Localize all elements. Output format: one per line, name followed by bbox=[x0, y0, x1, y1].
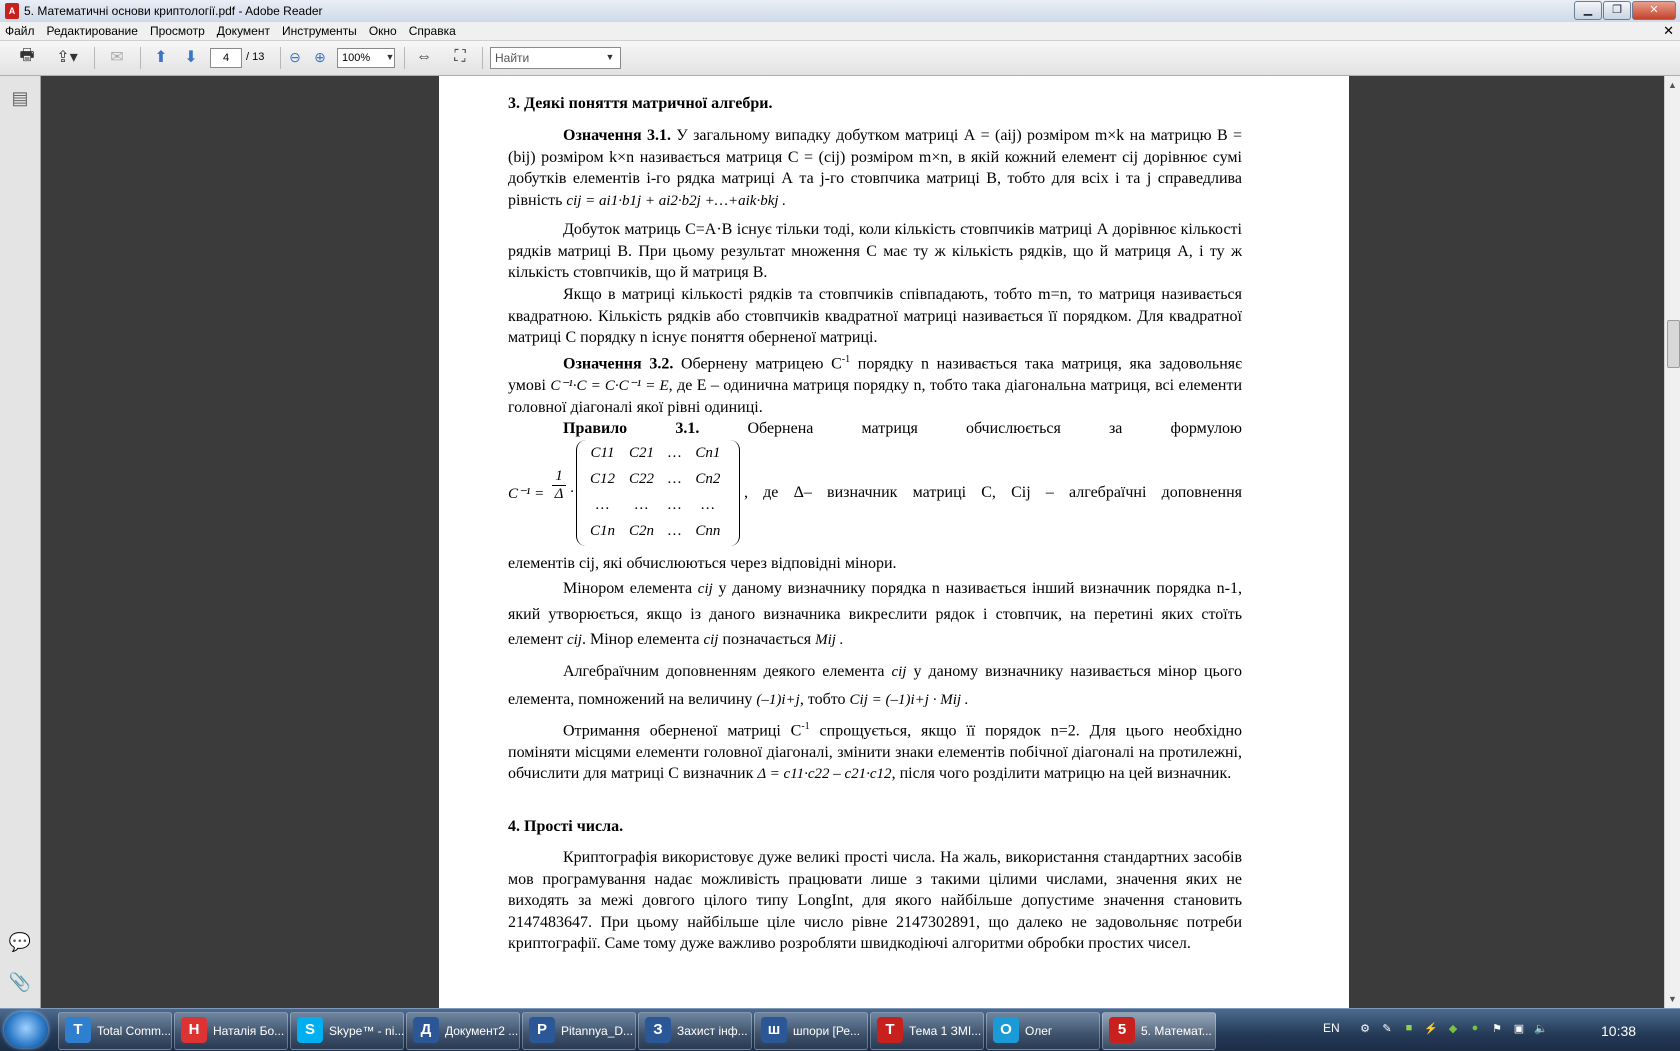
next-page-icon[interactable]: ⬇ bbox=[184, 49, 198, 66]
matrix-cell: Cn2 bbox=[695, 470, 721, 487]
fit-width-icon[interactable]: ⇔ bbox=[416, 48, 432, 65]
section-heading: 3. Деякі поняття матричної алгебри. bbox=[508, 95, 773, 112]
section-heading: 4. Прості числа. bbox=[508, 818, 624, 835]
taskbar-item[interactable] bbox=[1102, 1012, 1216, 1050]
page-number-input[interactable]: 4 bbox=[210, 48, 242, 68]
tray-icon[interactable]: ⚙ bbox=[1360, 1023, 1370, 1035]
pages-panel-icon[interactable]: ▤ bbox=[11, 88, 29, 108]
matrix-cell: … bbox=[668, 522, 682, 539]
taskbar-item-label: 5. Математ... bbox=[1141, 1024, 1212, 1038]
matrix-table bbox=[583, 440, 727, 544]
previous-page-icon[interactable]: ⬆ bbox=[154, 49, 168, 66]
matrix-cell: … bbox=[668, 470, 682, 487]
taskbar-item[interactable] bbox=[638, 1012, 752, 1050]
close-document-icon[interactable]: ✕ bbox=[1663, 23, 1674, 38]
menu-bar bbox=[0, 22, 1680, 41]
toolbar-separator bbox=[482, 47, 483, 69]
definition-text: порядку n називається така матриця, яка задовольняє умові bbox=[508, 355, 1242, 395]
tray-icon[interactable]: ■ bbox=[1405, 1022, 1413, 1034]
menu-file[interactable]: Файл bbox=[5, 24, 35, 38]
taskbar-item-label: шпори [Ре... bbox=[793, 1024, 860, 1038]
chat-icon: О bbox=[993, 1017, 1019, 1043]
zoom-out-icon[interactable]: ⊖ bbox=[289, 48, 301, 65]
formula: cij bbox=[566, 632, 582, 648]
print-icon[interactable]: 🖶 bbox=[19, 46, 35, 64]
paragraph bbox=[508, 284, 1242, 349]
minor-paragraph bbox=[508, 576, 1242, 653]
formula: (–1)i+j bbox=[756, 692, 800, 708]
paragraph-text: Алгебраїчним доповненням деякого елемента bbox=[563, 663, 885, 680]
menu-tools[interactable]: Инструменты bbox=[281, 24, 357, 38]
word-icon: ш bbox=[761, 1017, 787, 1043]
taskbar-item[interactable] bbox=[58, 1012, 172, 1050]
word-icon: P bbox=[529, 1017, 555, 1043]
paragraph bbox=[508, 219, 1242, 284]
matrix bbox=[576, 440, 740, 546]
pdf-icon: Т bbox=[877, 1017, 903, 1043]
pdf-icon: 5 bbox=[1109, 1017, 1135, 1043]
total-commander-icon: T bbox=[65, 1017, 91, 1043]
matrix-cell: … bbox=[668, 496, 682, 513]
definition-3-1 bbox=[508, 125, 1242, 212]
title-bar bbox=[0, 0, 1680, 23]
toolbar-separator bbox=[94, 47, 95, 69]
matrix-cell: … bbox=[701, 496, 715, 513]
taskbar-item[interactable] bbox=[870, 1012, 984, 1050]
chevron-down-icon[interactable]: ▼ bbox=[385, 52, 395, 62]
definition-text: Обернену матрицею С bbox=[680, 355, 842, 373]
matrix-row bbox=[583, 492, 727, 518]
taskbar-item[interactable] bbox=[174, 1012, 288, 1050]
paragraph-text: у даному визначнику називається мінор цього елемента, помножений на величину bbox=[508, 663, 1243, 708]
clock[interactable]: 10:38 bbox=[1601, 1023, 1637, 1039]
superscript: -1 bbox=[841, 354, 851, 365]
taskbar-item[interactable] bbox=[290, 1012, 404, 1050]
adobe-reader-icon: A bbox=[5, 3, 19, 19]
paragraph-text: Криптографія використовує дуже великі прості числа. На жаль, використання стандартних засобів мов програмування надає можливість працювати лише з такими цілими числами, значення яких не виходять за межі довгого цілого типу LongInt, для якого найбільше допустиме значення становить 2147483647. При цьому найбільше ціле число рівне 2147302891, що далеко не задовольняє потреби криптографії. Саме тому дуже важливо розробляти швидкодіючі алгоритми обробки простих чисел. bbox=[508, 849, 1242, 952]
comments-icon[interactable]: 💬 bbox=[8, 932, 32, 952]
formula: cij = ai1·b1j + ai2·b2j +…+aik·bkj . bbox=[566, 192, 787, 209]
close-window-button[interactable]: ✕ bbox=[1632, 1, 1676, 20]
toolbar-separator bbox=[140, 47, 141, 69]
paragraph-text: позначається bbox=[722, 631, 812, 648]
formula: Mij . bbox=[815, 632, 844, 648]
taskbar-item[interactable] bbox=[986, 1012, 1100, 1050]
tray-icon[interactable]: ⚡ bbox=[1424, 1023, 1438, 1035]
taskbar-item-label: Захист інф... bbox=[677, 1024, 748, 1038]
formula: Δ = c11·c22 – c21·c12 bbox=[757, 766, 892, 783]
system-tray bbox=[1322, 1009, 1680, 1051]
formula-lhs: C⁻¹ = bbox=[508, 486, 545, 502]
matrix-cell: C22 bbox=[629, 470, 655, 487]
share-icon[interactable]: ⇪▾ bbox=[56, 49, 78, 66]
skype-icon: S bbox=[297, 1017, 323, 1043]
formula: cij bbox=[697, 581, 713, 597]
taskbar-item-label: Total Comm... bbox=[97, 1024, 172, 1038]
nvidia-icon[interactable]: ◆ bbox=[1448, 1023, 1458, 1035]
definition-text: У загальному випадку добутком матриці А = (aij) розміром m×k на матрицю В = (bij) розміром k×n називається матриця С = (cij) розміром m×n, в якій кожний елемент cij дорівнює сумі добутків елементів і-го рядка матриці А та j-го стовпчика матриці В, тобто для всіх і та j справедлива рівність bbox=[508, 127, 1243, 209]
matrix-cell: C2n bbox=[629, 522, 655, 539]
paragraph-text: Добуток матриць С=А·В існує тільки тоді, коли кількість стовпчиків матриці А дорівнює кількості рядків матриці В. При цьому результат множення С має ту ж кількість рядків, що й матриця А, і ту ж кількість стовпчиків, що й матриця В. bbox=[508, 221, 1242, 281]
formula: cij bbox=[891, 664, 907, 680]
fraction-denominator: Δ bbox=[552, 485, 566, 503]
start-button[interactable] bbox=[4, 1012, 48, 1048]
fit-page-icon[interactable]: ⛶ bbox=[454, 48, 466, 65]
paragraph bbox=[508, 847, 1242, 955]
vertical-scrollbar[interactable] bbox=[1664, 76, 1680, 1008]
definition-label: Означення 3.2. bbox=[563, 355, 674, 373]
maximize-button[interactable]: ❐ bbox=[1603, 1, 1631, 20]
sign-icon[interactable]: ✉ bbox=[110, 49, 124, 66]
flag-icon[interactable]: ⚑ bbox=[1492, 1023, 1502, 1035]
menu-view[interactable]: Просмотр bbox=[149, 24, 205, 38]
algebraic-complement-paragraph bbox=[508, 658, 1242, 714]
rule-3-1 bbox=[508, 418, 1242, 440]
matrix-cell: Cnn bbox=[695, 522, 721, 539]
formula: Cij = (–1)i+j · Mij . bbox=[849, 692, 969, 708]
taskbar-item-label: Олег bbox=[1025, 1024, 1053, 1038]
taskbar-item-label: Pitannya_D... bbox=[561, 1024, 634, 1038]
matrix-row bbox=[583, 466, 727, 492]
paragraph-text: спрощується, якщо її порядок n=2. Для цього необхідно поміняти місцями елементи головної діагоналі, змінити знаки елементів побічної діагоналі на протилежні, обчислити для матриці С визначник bbox=[508, 722, 1243, 783]
network-icon[interactable]: ▣ bbox=[1513, 1023, 1525, 1035]
paragraph-text: Якщо в матриці кількості рядків та стовпчиків співпадають, тобто m=n, то матриця називається квадратною. Кількість рядків або стовпчиків квадратної матриці називається її порядком. Для квадратної матриці С порядку n існує поняття оберненої матриці. bbox=[508, 286, 1242, 346]
menu-help[interactable]: Справка bbox=[408, 24, 456, 38]
paragraph bbox=[508, 553, 1242, 575]
inverse-2x2-paragraph bbox=[508, 716, 1242, 786]
matrix-cell: Cn1 bbox=[695, 444, 721, 461]
volume-icon[interactable]: 🔈 bbox=[1534, 1023, 1548, 1035]
word-icon: З bbox=[645, 1017, 671, 1043]
formula: C⁻¹·C = C·C⁻¹ = E bbox=[550, 378, 669, 395]
formula: cij bbox=[703, 632, 719, 648]
taskbar-item[interactable] bbox=[754, 1012, 868, 1050]
scrollbar-thumb[interactable] bbox=[1667, 320, 1680, 368]
paragraph-text: у даному визначнику порядка n називається інший визначник порядка n-1, який утворюється, якщо із даного визначника викреслити рядок і стовпчик, на перетині яких стоїть елемент bbox=[508, 580, 1243, 648]
matrix-cell: C21 bbox=[629, 444, 655, 461]
chrome-icon: Н bbox=[181, 1017, 207, 1043]
taskbar-item[interactable] bbox=[406, 1012, 520, 1050]
paragraph-text: . Мінор елемента bbox=[581, 631, 700, 648]
taskbar-item-label: Тема 1 ЗМІ... bbox=[909, 1024, 982, 1038]
toolbar-separator bbox=[280, 47, 281, 69]
taskbar bbox=[0, 1008, 1680, 1051]
zoom-in-icon[interactable]: ⊕ bbox=[314, 48, 326, 65]
taskbar-item[interactable] bbox=[522, 1012, 636, 1050]
taskbar-item-label: Документ2 ... bbox=[445, 1024, 519, 1038]
matrix-cell: C1n bbox=[590, 522, 616, 539]
menu-document[interactable]: Документ bbox=[216, 24, 270, 38]
matrix-row bbox=[583, 518, 727, 544]
scroll-down-icon[interactable]: ▼ bbox=[1668, 994, 1677, 1004]
definition-3-2 bbox=[508, 349, 1242, 419]
rule-label: Правило 3.1. bbox=[563, 420, 700, 437]
scroll-up-icon[interactable]: ▲ bbox=[1668, 80, 1677, 90]
fraction bbox=[552, 468, 566, 503]
paragraph-text: , після чого розділити матрицю на цей визначник. bbox=[891, 765, 1232, 783]
language-indicator[interactable]: EN bbox=[1323, 1021, 1340, 1035]
zoom-level-select[interactable]: 100% bbox=[337, 48, 395, 68]
find-input[interactable]: Найти bbox=[490, 47, 621, 69]
word-icon: Д bbox=[413, 1017, 439, 1043]
superscript: -1 bbox=[801, 721, 810, 732]
fraction-numerator: 1 bbox=[555, 468, 563, 484]
matrix-cell: … bbox=[634, 496, 649, 513]
matrix-cell: C12 bbox=[590, 470, 616, 487]
definition-label: Означення 3.1. bbox=[563, 127, 672, 144]
inverse-matrix-formula: C⁻¹ = $\frac{1}{\Delta}$ · C11 C21 … Cn1 C12 C22 … Cn2 … … … … C1n C2n … Cnn , де Δ– визначник матриці С, Cij – алгебраїчні доповнення bbox=[508, 440, 1242, 550]
menu-edit[interactable]: Редактирование bbox=[46, 24, 138, 38]
paragraph-text: , тобто bbox=[799, 691, 846, 708]
chevron-down-icon[interactable]: ▼ bbox=[605, 52, 615, 62]
attachment-icon[interactable]: 📎 bbox=[8, 972, 32, 992]
tray-icon[interactable]: ✎ bbox=[1382, 1023, 1392, 1035]
paragraph-text: елементів cij, які обчислюються через відповідні мінори. bbox=[508, 555, 897, 572]
menu-window[interactable]: Окно bbox=[368, 24, 397, 38]
paragraph-text: Отримання оберненої матриці С bbox=[563, 722, 802, 740]
definition-text: , де Е – одинична матриця порядку n, тобто така діагональна матриця, всі елементи головної діагоналі якої рівні одиниці. bbox=[508, 377, 1243, 417]
minimize-button[interactable]: ▁ bbox=[1574, 1, 1602, 20]
formula-description: , де Δ– визначник матриці С, Cij – алгебраїчні доповнення bbox=[744, 484, 1242, 501]
taskbar-item-label: Наталія Бо... bbox=[213, 1024, 285, 1038]
toolbar bbox=[0, 41, 1680, 76]
matrix-cell: … bbox=[595, 496, 610, 513]
taskbar-item-label: Skype™ - ni... bbox=[329, 1024, 405, 1038]
matrix-cell: … bbox=[668, 444, 682, 461]
paragraph-text: Мінором елемента bbox=[563, 580, 693, 597]
matrix-cell: C11 bbox=[590, 444, 615, 461]
window-title: 5. Математичні основи криптології.pdf - Adobe Reader bbox=[24, 4, 323, 18]
matrix-row bbox=[583, 440, 727, 466]
navigation-panel bbox=[0, 76, 41, 1008]
toolbar-separator bbox=[404, 47, 405, 69]
rule-text: Обернена матриця обчислюється за формулою bbox=[747, 420, 1243, 437]
page-count: / 13 bbox=[246, 51, 265, 63]
tray-icon[interactable]: ● bbox=[1471, 1022, 1479, 1034]
